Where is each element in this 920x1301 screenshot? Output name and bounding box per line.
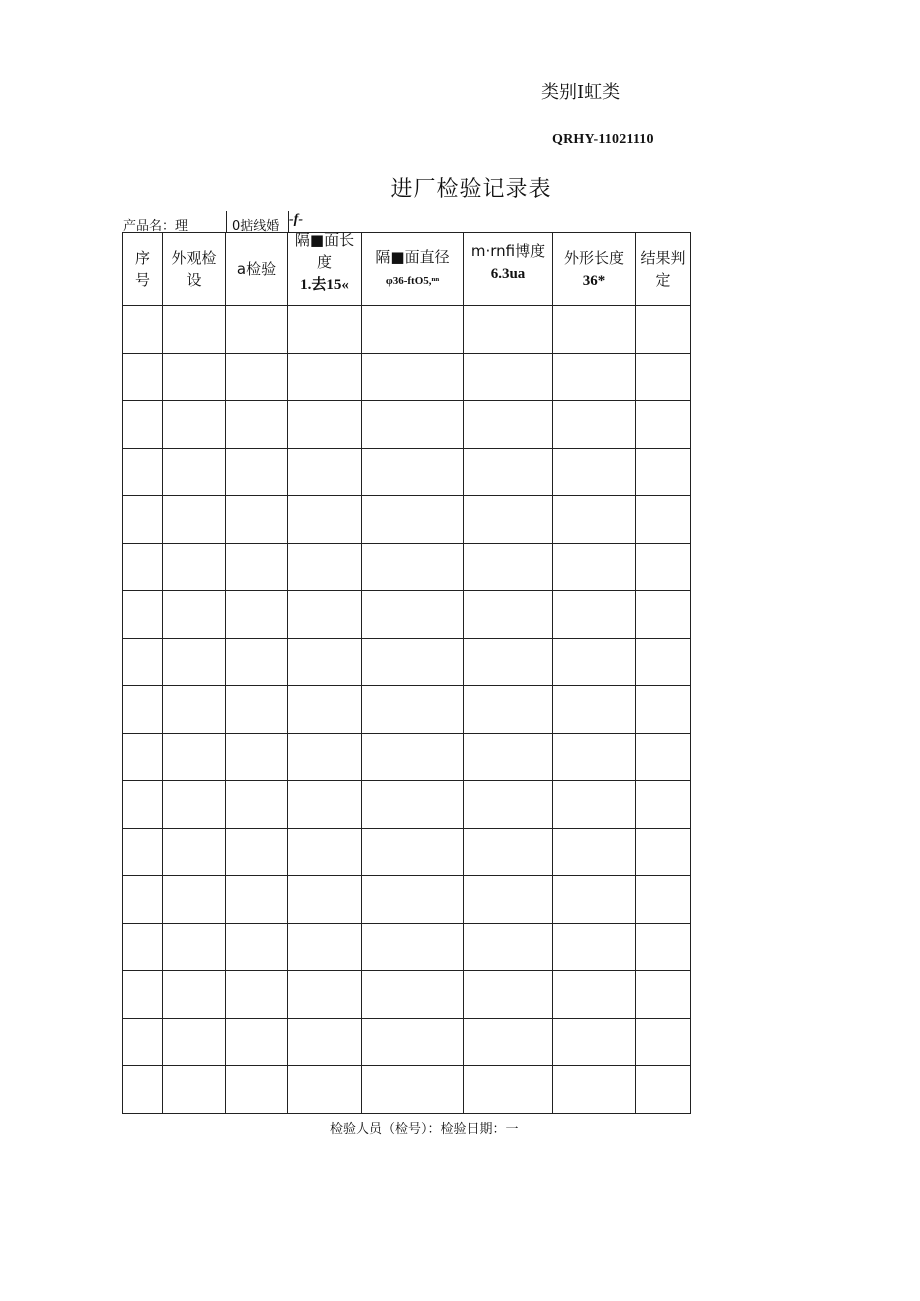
table-cell[interactable] bbox=[226, 876, 288, 924]
table-row bbox=[123, 733, 691, 781]
table-cell[interactable] bbox=[553, 401, 636, 449]
col-header-line1: 隔■面直径 bbox=[375, 248, 450, 266]
table-cell[interactable] bbox=[163, 733, 226, 781]
table-cell[interactable] bbox=[464, 971, 553, 1019]
table-cell[interactable] bbox=[636, 923, 691, 971]
table-cell[interactable] bbox=[226, 1066, 288, 1114]
table-cell[interactable] bbox=[553, 448, 636, 496]
table-cell[interactable] bbox=[226, 353, 288, 401]
table-cell[interactable] bbox=[464, 353, 553, 401]
table-cell[interactable] bbox=[636, 306, 691, 354]
table-cell[interactable] bbox=[362, 591, 464, 639]
table-cell[interactable] bbox=[163, 686, 226, 734]
col-header-line1: 外形长度 bbox=[563, 248, 624, 267]
table-cell[interactable] bbox=[226, 638, 288, 686]
table-cell[interactable] bbox=[553, 971, 636, 1019]
table-cell[interactable] bbox=[123, 543, 163, 591]
table-cell[interactable] bbox=[636, 686, 691, 734]
table-cell[interactable] bbox=[226, 733, 288, 781]
col-header-line2: φ36-ftO5,ⁿⁿ bbox=[385, 275, 440, 287]
table-body bbox=[123, 306, 691, 1114]
col-header-face-diameter bbox=[362, 233, 464, 306]
table-row bbox=[123, 496, 691, 544]
col-header-line2: 36* bbox=[582, 272, 606, 289]
table-cell[interactable] bbox=[288, 401, 362, 449]
table-row bbox=[123, 923, 691, 971]
table-cell[interactable] bbox=[636, 1066, 691, 1114]
table-cell[interactable] bbox=[362, 923, 464, 971]
table-cell[interactable] bbox=[464, 591, 553, 639]
table-cell[interactable] bbox=[553, 781, 636, 829]
table-cell[interactable] bbox=[464, 733, 553, 781]
table-cell[interactable] bbox=[464, 401, 553, 449]
table-cell[interactable] bbox=[123, 686, 163, 734]
table-cell[interactable] bbox=[123, 828, 163, 876]
table-cell[interactable] bbox=[123, 401, 163, 449]
table-cell[interactable] bbox=[226, 401, 288, 449]
col-header-line1: 外观检 bbox=[171, 249, 217, 267]
table-cell[interactable] bbox=[636, 448, 691, 496]
table-cell[interactable] bbox=[553, 733, 636, 781]
table-cell[interactable] bbox=[163, 1066, 226, 1114]
table-cell[interactable] bbox=[636, 1018, 691, 1066]
table-cell[interactable] bbox=[362, 353, 464, 401]
table-cell[interactable] bbox=[123, 923, 163, 971]
table-cell[interactable] bbox=[636, 781, 691, 829]
table-cell[interactable] bbox=[362, 828, 464, 876]
category-label: 类别I虹类 bbox=[541, 82, 621, 103]
table-cell[interactable] bbox=[362, 971, 464, 1019]
col-header-line2: 设 bbox=[186, 271, 202, 289]
table-cell[interactable] bbox=[553, 496, 636, 544]
table-cell[interactable] bbox=[464, 781, 553, 829]
table-cell[interactable] bbox=[123, 876, 163, 924]
table-cell[interactable] bbox=[163, 781, 226, 829]
table-cell[interactable] bbox=[464, 448, 553, 496]
table-cell[interactable] bbox=[362, 496, 464, 544]
table-header-row bbox=[123, 233, 691, 306]
table-cell[interactable] bbox=[636, 876, 691, 924]
table-cell[interactable] bbox=[226, 971, 288, 1019]
table-cell[interactable] bbox=[553, 828, 636, 876]
table-cell[interactable] bbox=[123, 1018, 163, 1066]
table-cell[interactable] bbox=[226, 496, 288, 544]
table-cell[interactable] bbox=[163, 876, 226, 924]
table-cell[interactable] bbox=[636, 971, 691, 1019]
table-cell[interactable] bbox=[464, 1018, 553, 1066]
table-cell[interactable] bbox=[288, 638, 362, 686]
table-cell[interactable] bbox=[288, 828, 362, 876]
table-cell[interactable] bbox=[123, 353, 163, 401]
table-cell[interactable] bbox=[636, 401, 691, 449]
table-cell[interactable] bbox=[288, 686, 362, 734]
table-cell[interactable] bbox=[123, 1066, 163, 1114]
table-cell[interactable] bbox=[288, 543, 362, 591]
table-cell[interactable] bbox=[464, 496, 553, 544]
page-title: 进厂检验记录表 bbox=[390, 177, 552, 202]
table-cell[interactable] bbox=[553, 1066, 636, 1114]
table-cell[interactable] bbox=[362, 638, 464, 686]
table-cell[interactable] bbox=[226, 828, 288, 876]
table-cell[interactable] bbox=[123, 733, 163, 781]
table-cell[interactable] bbox=[123, 638, 163, 686]
table-cell[interactable] bbox=[163, 591, 226, 639]
table-cell[interactable] bbox=[636, 591, 691, 639]
product-model: 0掂线婚 bbox=[232, 219, 280, 234]
table-cell[interactable] bbox=[288, 781, 362, 829]
table-cell[interactable] bbox=[464, 828, 553, 876]
table-row bbox=[123, 448, 691, 496]
table-cell[interactable] bbox=[288, 733, 362, 781]
table-row bbox=[123, 686, 691, 734]
table-cell[interactable] bbox=[464, 923, 553, 971]
table-cell[interactable] bbox=[288, 353, 362, 401]
table-row bbox=[123, 543, 691, 591]
footer-signature-line: 检验人员（检号）：检验日期：一 bbox=[330, 1122, 519, 1137]
table-cell[interactable] bbox=[226, 543, 288, 591]
col-header-line2: 定 bbox=[655, 271, 671, 289]
table-cell[interactable] bbox=[553, 353, 636, 401]
table-cell[interactable] bbox=[553, 686, 636, 734]
table-cell[interactable] bbox=[464, 543, 553, 591]
col-header-line1: m·rnfi博度 bbox=[470, 241, 546, 260]
table-cell[interactable] bbox=[362, 733, 464, 781]
table-cell[interactable] bbox=[464, 1066, 553, 1114]
table-cell[interactable] bbox=[163, 448, 226, 496]
table-cell[interactable] bbox=[123, 781, 163, 829]
table-cell[interactable] bbox=[288, 1018, 362, 1066]
col-header-appearance bbox=[163, 233, 226, 306]
col-header-line1: 结果判 bbox=[640, 249, 686, 267]
table-row bbox=[123, 828, 691, 876]
table-cell[interactable] bbox=[288, 876, 362, 924]
table-cell[interactable] bbox=[553, 543, 636, 591]
table-cell[interactable] bbox=[636, 828, 691, 876]
table-cell[interactable] bbox=[163, 543, 226, 591]
table-row bbox=[123, 306, 691, 354]
table-cell[interactable] bbox=[226, 1018, 288, 1066]
table-cell[interactable] bbox=[288, 1066, 362, 1114]
col-header-result bbox=[636, 233, 691, 306]
table-cell[interactable] bbox=[163, 828, 226, 876]
table-cell[interactable] bbox=[362, 781, 464, 829]
table-cell[interactable] bbox=[163, 638, 226, 686]
table-cell[interactable] bbox=[362, 306, 464, 354]
table-cell[interactable] bbox=[163, 971, 226, 1019]
table-row bbox=[123, 781, 691, 829]
table-cell[interactable] bbox=[553, 591, 636, 639]
table-cell[interactable] bbox=[288, 591, 362, 639]
col-header-seq bbox=[123, 233, 163, 306]
table-cell[interactable] bbox=[464, 876, 553, 924]
table-cell[interactable] bbox=[553, 306, 636, 354]
table-cell[interactable] bbox=[636, 496, 691, 544]
table-cell[interactable] bbox=[464, 306, 553, 354]
table-cell[interactable] bbox=[362, 1066, 464, 1114]
table-cell[interactable] bbox=[636, 543, 691, 591]
table-cell[interactable] bbox=[553, 876, 636, 924]
table-cell[interactable] bbox=[123, 591, 163, 639]
table-cell[interactable] bbox=[362, 401, 464, 449]
table-cell[interactable] bbox=[163, 1018, 226, 1066]
product-name-label: 产品名：理 bbox=[123, 219, 189, 234]
table-cell[interactable] bbox=[636, 353, 691, 401]
table-cell[interactable] bbox=[123, 496, 163, 544]
table-cell[interactable] bbox=[553, 1018, 636, 1066]
table-row bbox=[123, 591, 691, 639]
inspection-record-table bbox=[122, 232, 691, 1114]
table-cell[interactable] bbox=[464, 638, 553, 686]
table-cell[interactable] bbox=[123, 306, 163, 354]
table-cell[interactable] bbox=[636, 733, 691, 781]
table-cell[interactable] bbox=[288, 496, 362, 544]
col-header-line1: 隔■面长度 bbox=[294, 230, 355, 271]
table-row bbox=[123, 971, 691, 1019]
table-row bbox=[123, 1018, 691, 1066]
table-cell[interactable] bbox=[123, 971, 163, 1019]
col-header-line2: 6.3ua bbox=[490, 265, 526, 282]
table-cell[interactable] bbox=[288, 923, 362, 971]
table-row bbox=[123, 401, 691, 449]
table-cell[interactable] bbox=[362, 876, 464, 924]
product-mark: -f- bbox=[289, 212, 303, 227]
divider bbox=[226, 211, 227, 232]
col-header-line1: 序 bbox=[134, 249, 150, 267]
table-cell[interactable] bbox=[464, 686, 553, 734]
table-cell[interactable] bbox=[163, 923, 226, 971]
table-cell[interactable] bbox=[362, 1018, 464, 1066]
table-cell[interactable] bbox=[362, 686, 464, 734]
table-cell[interactable] bbox=[553, 923, 636, 971]
table-cell[interactable] bbox=[362, 448, 464, 496]
col-header-inspection bbox=[226, 233, 288, 306]
table-row bbox=[123, 1066, 691, 1114]
col-header-roughness bbox=[464, 233, 553, 306]
col-header-outer-length bbox=[553, 233, 636, 306]
table-cell[interactable] bbox=[226, 448, 288, 496]
table-cell[interactable] bbox=[226, 781, 288, 829]
table-cell[interactable] bbox=[226, 923, 288, 971]
table-row bbox=[123, 638, 691, 686]
col-header-line2: 1.去15« bbox=[300, 276, 349, 293]
col-header-line1: a检验 bbox=[236, 260, 277, 278]
table-cell[interactable] bbox=[226, 686, 288, 734]
table-cell[interactable] bbox=[553, 638, 636, 686]
table-cell[interactable] bbox=[163, 401, 226, 449]
table-cell[interactable] bbox=[163, 353, 226, 401]
table-cell[interactable] bbox=[226, 591, 288, 639]
table-cell[interactable] bbox=[163, 306, 226, 354]
table-cell[interactable] bbox=[288, 448, 362, 496]
table-cell[interactable] bbox=[226, 306, 288, 354]
table-cell[interactable] bbox=[123, 448, 163, 496]
col-header-line2: 号 bbox=[134, 271, 150, 289]
table-row bbox=[123, 353, 691, 401]
table-cell[interactable] bbox=[636, 638, 691, 686]
col-header-face-length bbox=[288, 230, 362, 306]
table-cell[interactable] bbox=[362, 543, 464, 591]
table-cell[interactable] bbox=[288, 971, 362, 1019]
table-cell[interactable] bbox=[288, 306, 362, 354]
document-code: QRHY-11021110 bbox=[552, 132, 654, 147]
table-row bbox=[123, 876, 691, 924]
table-cell[interactable] bbox=[163, 496, 226, 544]
